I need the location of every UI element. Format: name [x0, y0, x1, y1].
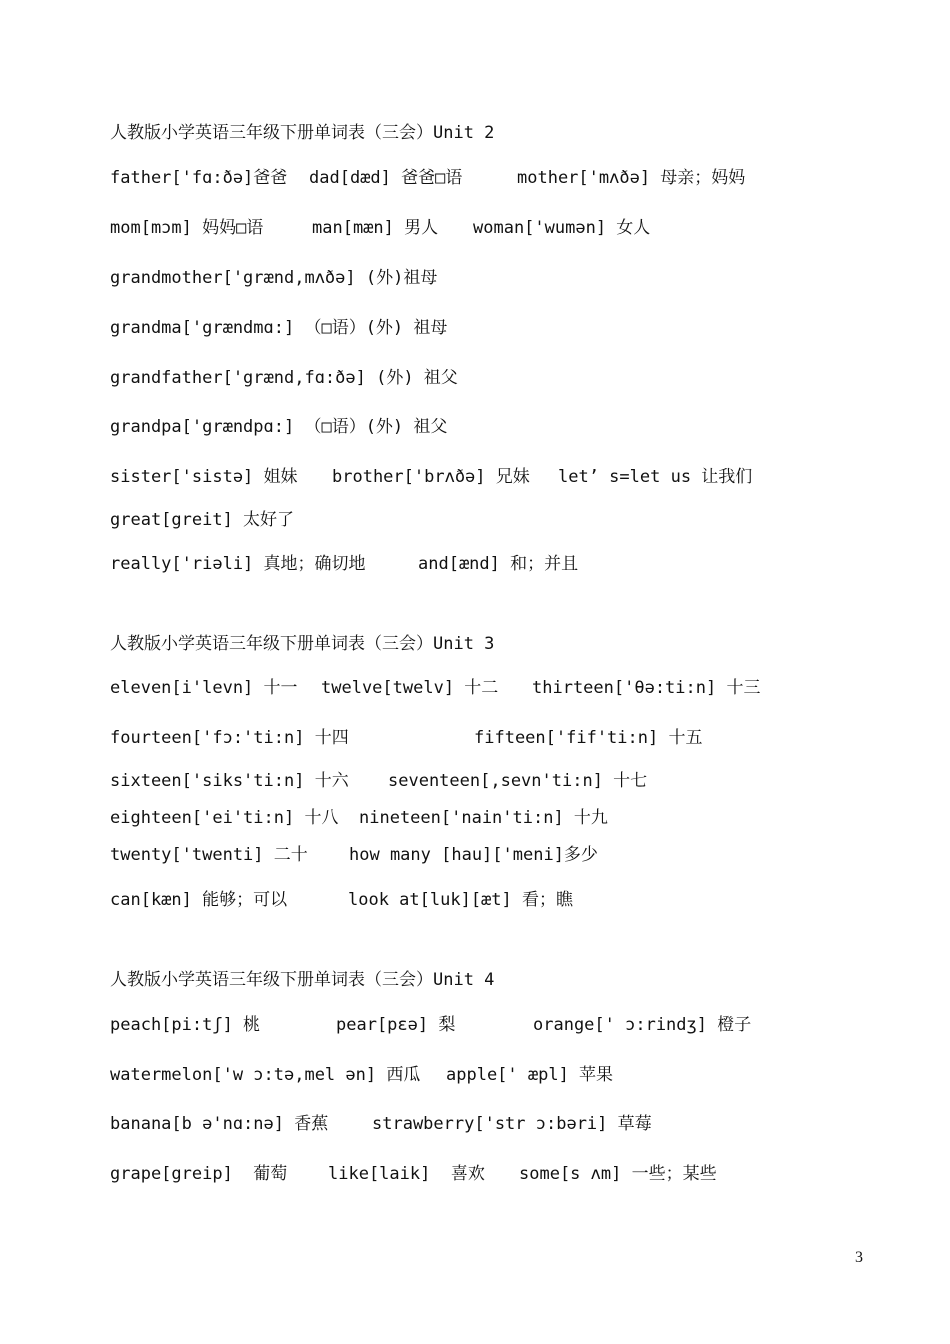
vocab-entry: dad[dæd] 爸爸□语 — [309, 168, 463, 188]
vocab-entry: woman['wumən] 女人 — [473, 218, 651, 238]
vocab-entry: grandpa['grændpɑ:] （□语）(外) 祖父 — [110, 417, 448, 437]
vocab-entry: thirteen['θə:ti:n] 十三 — [532, 678, 761, 698]
vocab-entry: some[s ʌm] 一些；某些 — [519, 1164, 717, 1184]
vocab-entry: grape[greip] 葡萄 — [110, 1164, 288, 1184]
vocab-entry: watermelon['w ɔ:tə,mel ən] 西瓜 — [110, 1065, 421, 1085]
vocab-entry: great[greit] 太好了 — [110, 510, 295, 530]
vocab-entry: nineteen['nain'ti:n] 十九 — [359, 808, 608, 828]
vocab-entry: peach[pi:tʃ] 桃 — [110, 1015, 261, 1035]
vocab-entry: seventeen[,sevn'ti:n] 十七 — [388, 771, 648, 791]
vocab-entry: apple[' æpl] 苹果 — [446, 1065, 614, 1085]
unit-2-heading: 人教版小学英语三年级下册单词表（三会）Unit 2 — [110, 123, 495, 143]
vocab-entry: grandmother['grænd,mʌðə] (外)祖母 — [110, 268, 438, 288]
vocab-entry: strawberry['str ɔ:bəri] 草莓 — [372, 1114, 652, 1134]
vocab-entry: mother['mʌðə] 母亲；妈妈 — [517, 168, 746, 188]
vocab-entry: really['riəli] 真地；确切地 — [110, 554, 366, 574]
vocab-entry: grandma['grændmɑ:] （□语）(外) 祖母 — [110, 318, 448, 338]
unit-4-row-4 — [110, 1162, 717, 1282]
vocab-entry: eighteen['ei'ti:n] 十八 — [110, 808, 339, 828]
vocab-entry: mom[mɔm] 妈妈□语 — [110, 218, 264, 238]
vocab-entry: grandfather['grænd,fɑ:ðə] (外) 祖父 — [110, 368, 458, 388]
vocab-entry: banana[b ə'nɑ:nə] 香蕉 — [110, 1114, 329, 1134]
vocab-entry: can[kæn] 能够；可以 — [110, 890, 288, 910]
vocab-entry: orange[' ɔ:rindʒ] 橙子 — [533, 1015, 752, 1035]
vocab-entry: look at[luk][æt] 看；瞧 — [348, 890, 573, 910]
vocab-entry: man[mæn] 男人 — [312, 218, 439, 238]
page-number: 3 — [855, 1249, 863, 1266]
vocab-entry: twelve[twelv] 十二 — [321, 678, 499, 698]
vocab-entry: eleven[i'levn] 十一 — [110, 678, 298, 698]
vocab-entry: like[laik] 喜欢 — [328, 1164, 485, 1184]
vocab-entry: and[ænd] 和；并且 — [418, 554, 579, 574]
vocab-entry: sixteen['siks'ti:n] 十六 — [110, 771, 349, 791]
vocab-entry: how many [hau]['meni]多少 — [349, 845, 598, 865]
vocab-entry: let’ s=let us 让我们 — [558, 467, 753, 487]
vocab-entry: fourteen['fɔ:'ti:n] 十四 — [110, 728, 349, 748]
vocab-entry: pear[pɛə] 梨 — [336, 1015, 456, 1035]
unit-4-heading: 人教版小学英语三年级下册单词表（三会）Unit 4 — [110, 970, 495, 990]
vocab-entry: twenty['twenti] 二十 — [110, 845, 308, 865]
vocab-entry: sister['sistə] 姐妹 — [110, 467, 298, 487]
unit-3-heading: 人教版小学英语三年级下册单词表（三会）Unit 3 — [110, 634, 495, 654]
vocab-entry: father['fɑ:ðə]爸爸 — [110, 168, 288, 188]
vocab-entry: fifteen['fif'ti:n] 十五 — [474, 728, 703, 748]
vocab-entry: brother['brʌðə] 兄妹 — [332, 467, 530, 487]
